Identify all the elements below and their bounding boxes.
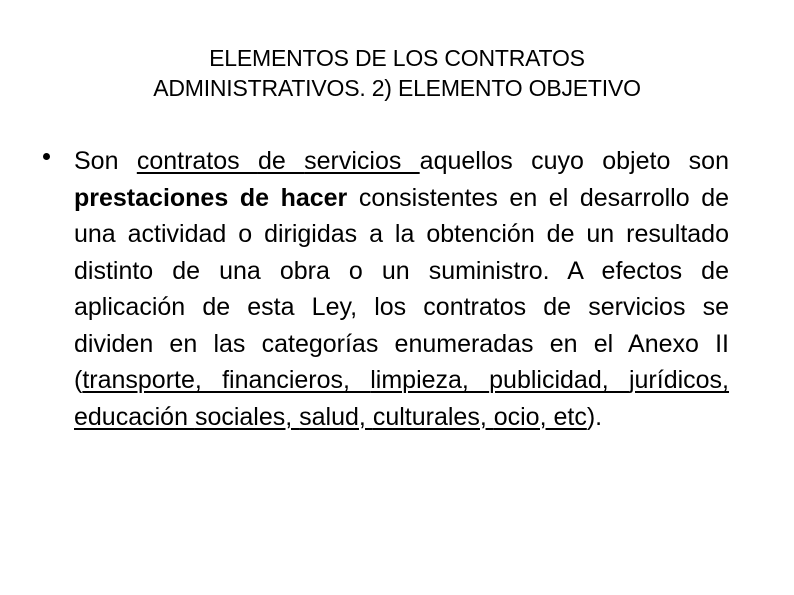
body-segment: consistentes en el desarrollo de una actividad o dirigidas a la obtención de un resultado distinto de una obra o un suministro. A efectos de aplicación de esta Ley, los contratos de servicios se dividen en las categorías enumeradas en el Anexo II ( (74, 183, 730, 394)
body-paragraph (74, 143, 729, 435)
body-segment-underlined: transporte, financieros, (82, 366, 371, 394)
body-segment-underlined: sociales, (194, 402, 300, 431)
body-segment-underlined: culturales, (372, 402, 494, 431)
slide-title (40, 43, 754, 103)
body-segment-underlined: limpieza, (370, 366, 490, 394)
body-segment: aquellos cuyo objeto son (419, 147, 729, 175)
body-segment-underlined: publicidad, (489, 366, 629, 394)
title-line-2: ADMINISTRATIVOS. 2) ELEMENTO OBJETIVO (153, 75, 641, 101)
bullet-dot-icon (43, 153, 50, 160)
body-segment-underlined: servicios (304, 147, 420, 175)
body-segment-bold: prestaciones de hacer (74, 183, 348, 212)
body-segment: ). (586, 402, 603, 431)
body-segment-underlined: salud, (299, 402, 373, 431)
body-segment-underlined: contratos (136, 147, 258, 175)
body-segment-underlined: ocio, etc (493, 402, 587, 431)
body-segment-underlined: de (257, 147, 305, 175)
title-line-1: ELEMENTOS DE LOS CONTRATOS (209, 45, 585, 71)
body-segment: Son (74, 147, 137, 175)
body-segment-underlined: jurídicos, educación (74, 366, 730, 431)
